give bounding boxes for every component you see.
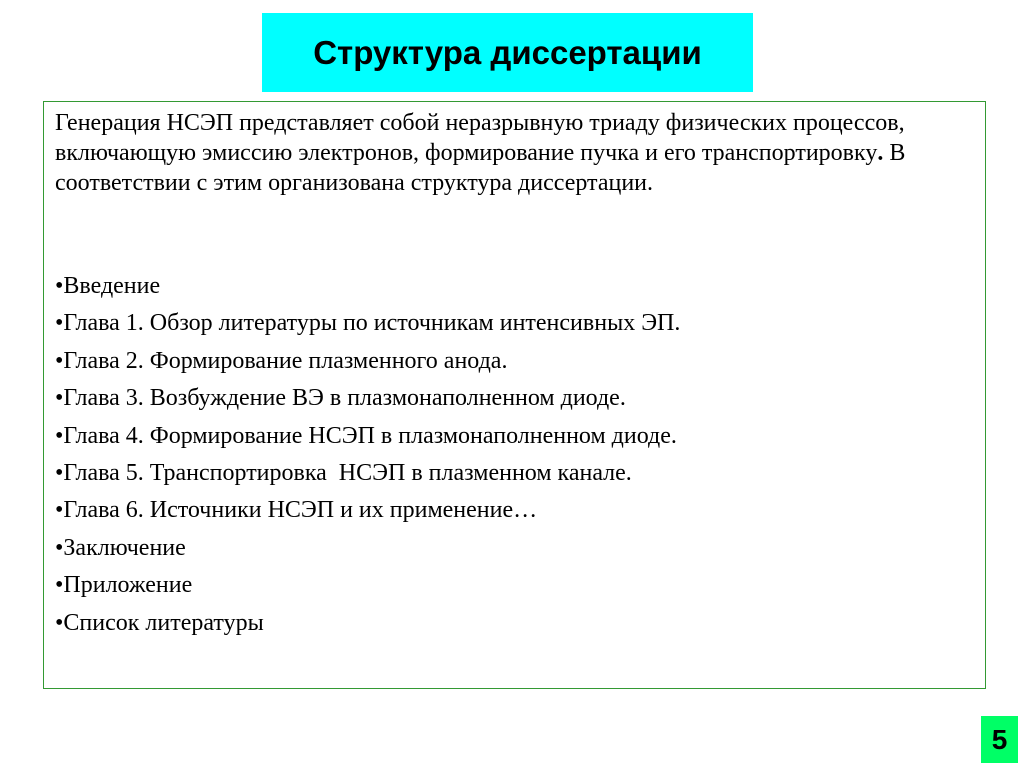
list-item-introduction: •Введение	[55, 273, 161, 299]
page-number-badge	[981, 716, 1018, 763]
contents-list	[55, 271, 980, 645]
list-item-appendix: •Приложение	[55, 572, 193, 599]
list-item-chapter-6: •Глава 6. Источники НСЭП и их применение…	[55, 497, 538, 524]
list-item-chapter-4: •Глава 4. Формирование НСЭП в плазмонаполненном диоде.	[55, 422, 677, 449]
title-box	[262, 13, 753, 92]
list-item-references: •Список литературы	[55, 609, 264, 636]
list-item-conclusion: •Заключение	[55, 534, 186, 561]
list-item-chapter-3: •Глава 3. Возбуждение ВЭ в плазмонаполненном диоде.	[55, 385, 626, 412]
intro-period: .	[877, 140, 884, 166]
page-number: 5	[991, 723, 1008, 755]
slide-title: Структура диссертации	[313, 33, 702, 71]
list-item-chapter-2: •Глава 2. Формирование плазменного анода.	[55, 347, 508, 374]
intro-paragraph	[55, 108, 980, 198]
list-item-chapter-5: •Глава 5. Транспортировка НСЭП в плазменном канале.	[55, 459, 632, 486]
content-box	[43, 101, 986, 689]
intro-text-part2: В соответствии с этим организована структура диссертации.	[55, 140, 906, 196]
list-item-chapter-1: •Глава 1. Обзор литературы по источникам интенсивных ЭП.	[55, 310, 681, 337]
intro-text-part1: Генерация НСЭП представляет собой неразрывную триаду физических процессов, включающую эмиссию электронов, формирование пучка и его транспортировку	[55, 110, 905, 166]
